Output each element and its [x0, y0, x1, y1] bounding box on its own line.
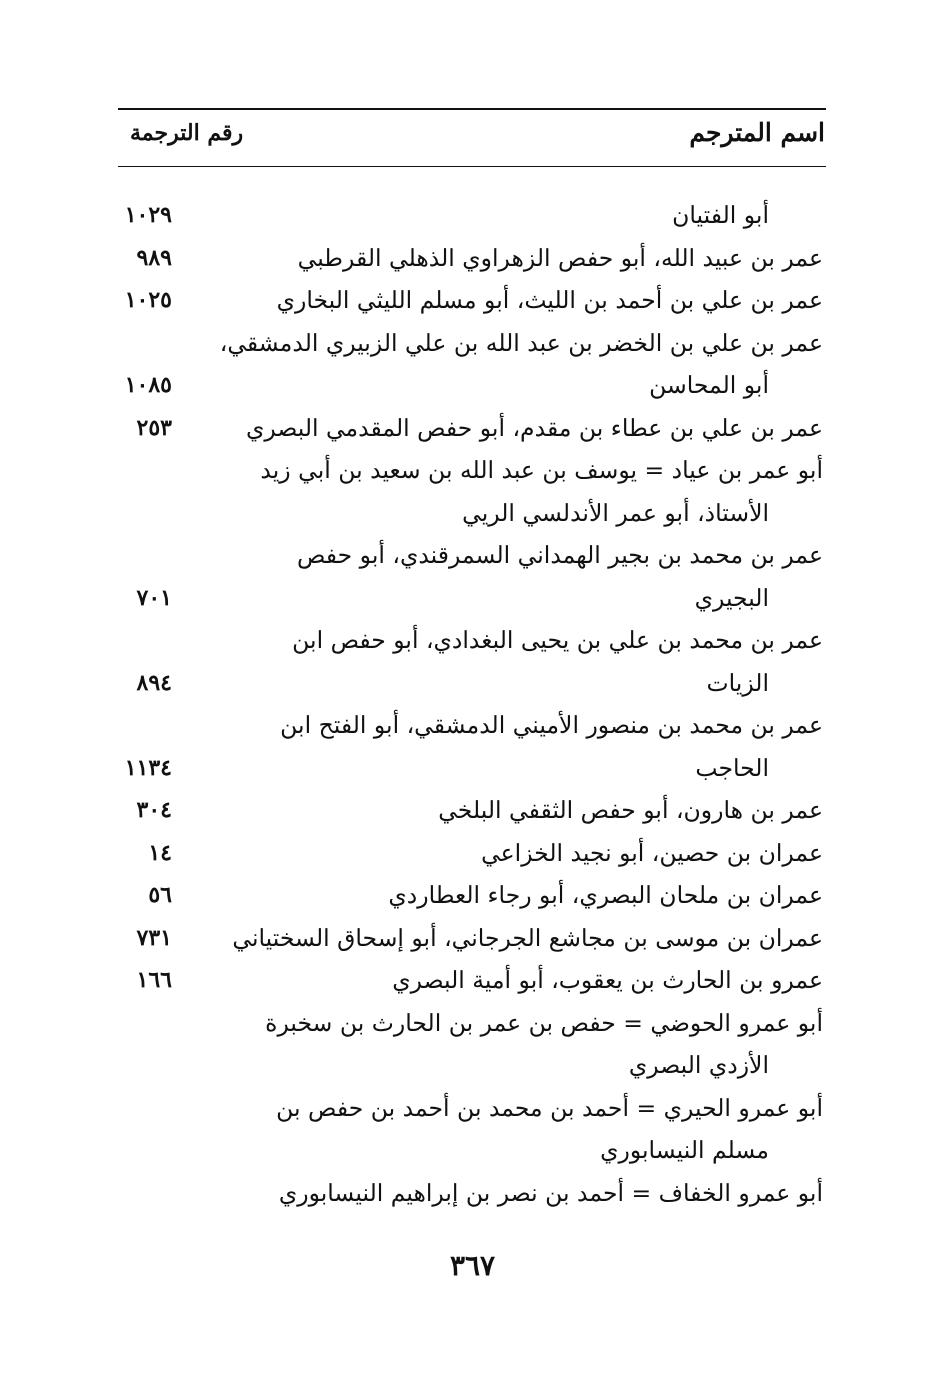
entry-continuation-text: مسلم النيسابوري: [600, 1136, 769, 1164]
entry-number: ٣٠٤: [136, 797, 172, 823]
entry-name-text: عمر بن علي بن أحمد بن الليث، أبو مسلم الليثي البخاري: [276, 286, 823, 314]
entry-continuation-text: البجيري: [694, 584, 769, 612]
entry-name-text: عمر بن علي بن الخضر بن عبد الله بن علي الزبيري الدمشقي،: [219, 329, 823, 357]
entry-name-text: عمران بن ملحان البصري، أبو رجاء العطاردي: [388, 881, 823, 909]
entry-continuation-text: الزيات: [706, 669, 769, 697]
entry-name-text: عمر بن هارون، أبو حفص الثقفي البلخي: [438, 796, 823, 824]
entry-name-text: عمران بن موسى بن مجاشع الجرجاني، أبو إسحاق السختياني: [232, 924, 823, 952]
entry-name-text: عمرو بن الحارث بن يعقوب، أبو أمية البصري: [392, 966, 823, 994]
entry-number: ١٠٢٥: [124, 287, 172, 313]
number-column-header: رقم الترجمة: [130, 120, 244, 146]
entry-name-text: عمران بن حصين، أبو نجيد الخزاعي: [481, 839, 823, 867]
entry-continuation-text: أبو الفتيان: [672, 201, 769, 229]
entry-number: ١٠٢٩: [124, 202, 172, 228]
entry-name-text: أبو عمرو الخفاف = أحمد بن نصر بن إبراهيم النيسابوري: [278, 1179, 823, 1207]
entry-number: ١٠٨٥: [124, 372, 172, 398]
entry-number: ٥٦: [148, 882, 172, 908]
entry-name-text: عمر بن محمد بن منصور الأميني الدمشقي، أبو الفتح ابن: [280, 711, 823, 739]
entry-name-text: أبو عمرو الحوضي = حفص بن عمر بن الحارث بن سخبرة: [265, 1009, 823, 1037]
entry-name-text: عمر بن محمد بن بجير الهمداني السمرقندي، أبو حفص: [297, 541, 823, 569]
entry-continuation-text: الحاجب: [695, 754, 769, 782]
entry-continuation-text: الأزدي البصري: [628, 1051, 769, 1079]
entry-number: ٧٠١: [136, 585, 172, 611]
entry-number: ٧٣١: [136, 925, 172, 951]
header-top-rule: [118, 108, 826, 110]
entry-number: ٢٥٣: [136, 415, 172, 441]
entry-number: ١٦٦: [136, 967, 172, 993]
entry-number: ١١٣٤: [124, 755, 172, 781]
entry-name-text: أبو عمر بن عياد = يوسف بن عبد الله بن سعيد بن أبي زيد: [260, 456, 823, 484]
entry-name-text: عمر بن محمد بن علي بن يحيى البغدادي، أبو حفص ابن: [292, 626, 823, 654]
entry-name-text: أبو عمرو الحيري = أحمد بن محمد بن أحمد بن حفص بن: [276, 1094, 823, 1122]
entry-number: ٩٨٩: [136, 245, 172, 271]
entry-number: ١٤: [148, 840, 172, 866]
page-number: ٣٦٧: [449, 1249, 496, 1282]
name-column-header: اسم المترجم: [689, 118, 825, 147]
header-bottom-rule: [118, 166, 826, 167]
entry-number: ٨٩٤: [136, 670, 172, 696]
entry-name-text: عمر بن علي بن عطاء بن مقدم، أبو حفص المقدمي البصري: [245, 414, 823, 442]
entry-name-text: عمر بن عبيد الله، أبو حفص الزهراوي الذهلي القرطبي: [297, 244, 823, 272]
entry-continuation-text: أبو المحاسن: [649, 371, 769, 399]
entry-continuation-text: الأستاذ، أبو عمر الأندلسي الريي: [462, 499, 769, 527]
